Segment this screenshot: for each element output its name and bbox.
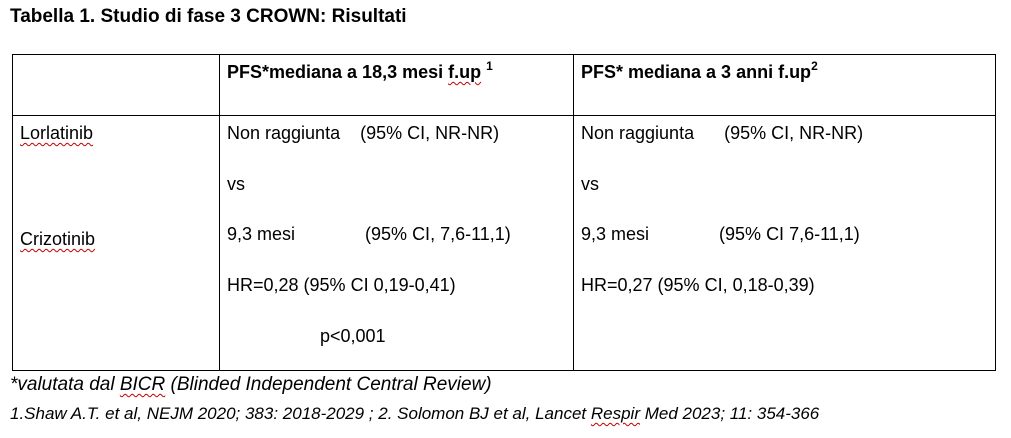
drug-crizotinib: Crizotinib bbox=[20, 229, 96, 249]
references-respir: Respir bbox=[590, 404, 640, 423]
header-pfs-18-month-label: PFS*mediana a 18,3 mesi bbox=[227, 62, 449, 82]
table-title: Tabella 1. Studio di fase 3 CROWN: Risultati bbox=[10, 6, 407, 27]
pfs18-p-value: p<0,001 bbox=[320, 326, 386, 346]
drug-names-cell bbox=[13, 116, 220, 371]
results-table bbox=[12, 54, 996, 371]
table-body-row bbox=[13, 116, 996, 371]
pfs3y-lorlatinib-result: Non raggiunta (95% CI, NR-NR) bbox=[581, 123, 864, 143]
header-fup-word: f.up bbox=[448, 62, 482, 82]
footnote-bicr: BICR bbox=[119, 374, 166, 395]
pfs3y-crizotinib-result: 9,3 mesi (95% CI 7,6-11,1) bbox=[581, 224, 860, 244]
header-ref-2: 2 bbox=[811, 59, 818, 73]
footnote-prefix: *valutata dal bbox=[10, 374, 120, 395]
pfs18-lorlatinib-result: Non raggiunta (95% CI, NR-NR) bbox=[227, 123, 500, 143]
pfs18-crizotinib-result: 9,3 mesi (95% CI, 7,6-11,1) bbox=[227, 224, 511, 244]
header-ref-1: 1 bbox=[486, 59, 493, 73]
pfs18-hazard-ratio: HR=0,28 (95% CI 0,19-0,41) bbox=[227, 275, 456, 295]
pfs18-vs: vs bbox=[227, 174, 245, 194]
pfs-3-year-results-cell bbox=[574, 116, 996, 371]
header-pfs-3-year-label: PFS* mediana a 3 anni f.up bbox=[581, 62, 812, 82]
table-header-row bbox=[13, 55, 996, 116]
header-pfs-18-month bbox=[220, 55, 574, 116]
header-empty-cell bbox=[13, 55, 220, 116]
references bbox=[10, 404, 819, 424]
references-part2: Med 2023; 11: 354-366 bbox=[640, 404, 820, 423]
pfs3y-vs: vs bbox=[581, 174, 599, 194]
references-part1: 1.Shaw A.T. et al, NEJM 2020; 383: 2018-2029 ; 2. Solomon BJ et al, Lancet bbox=[10, 404, 591, 423]
header-pfs-3-year bbox=[574, 55, 996, 116]
pfs3y-hazard-ratio: HR=0,27 (95% CI, 0,18-0,39) bbox=[581, 275, 815, 295]
drug-lorlatinib: Lorlatinib bbox=[20, 123, 94, 143]
bicr-footnote bbox=[10, 374, 492, 396]
pfs-18-month-results-cell bbox=[220, 116, 574, 371]
footnote-suffix: (Blinded Independent Central Review) bbox=[165, 374, 492, 395]
